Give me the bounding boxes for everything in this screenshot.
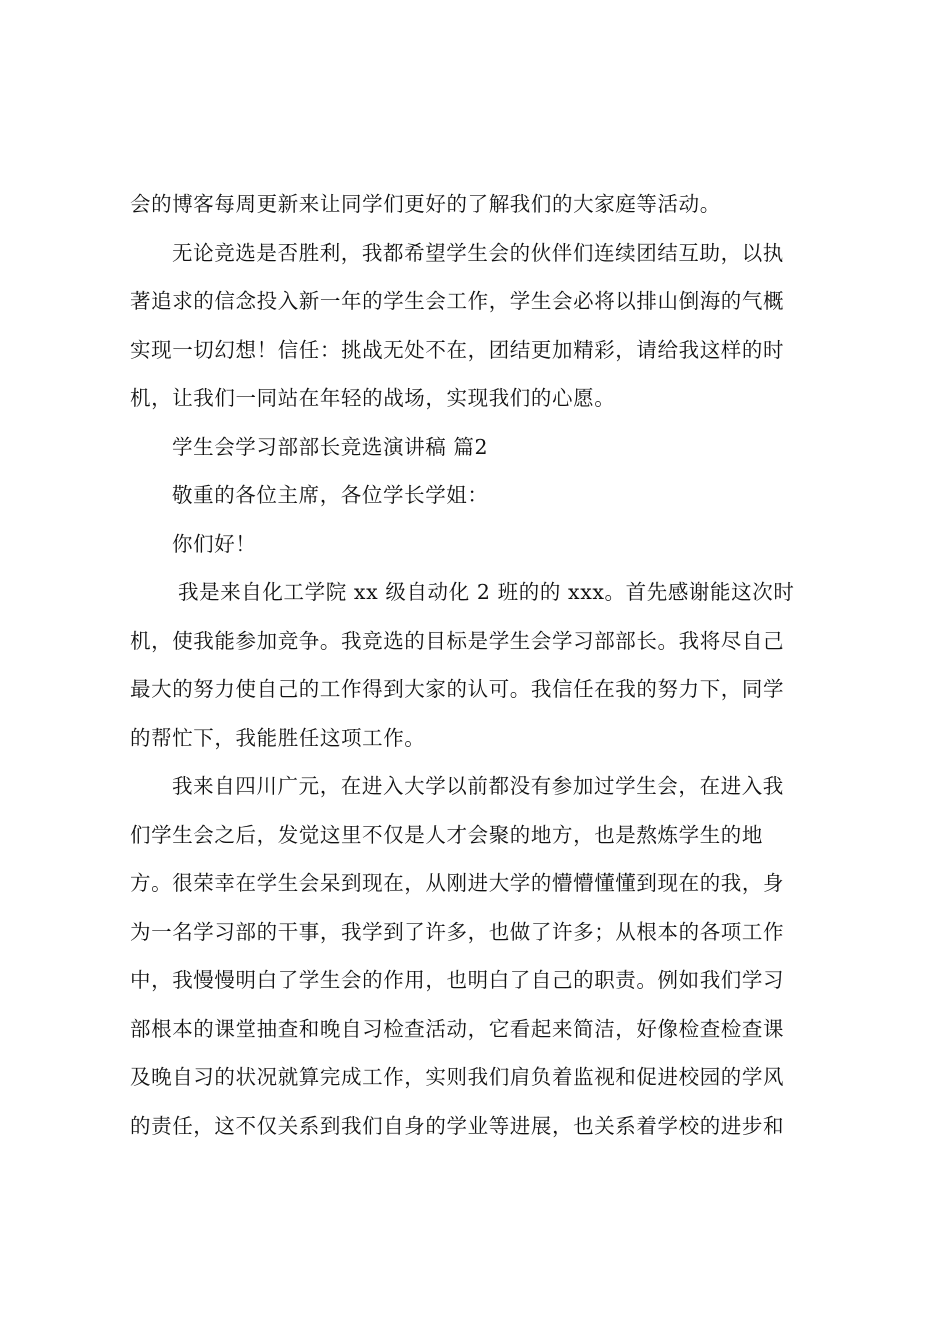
- text-line: 著追求的信念投入新一年的学生会工作，学生会必将以排山倒海的气概: [130, 289, 785, 313]
- text-line: 最大的努力使自己的工作得到大家的认可。我信任在我的努力下，同学: [130, 677, 785, 701]
- text-line: 方。很荣幸在学生会呆到现在，从刚进大学的懵懵懂懂到现在的我，身: [130, 871, 785, 895]
- document-body: [130, 180, 830, 1150]
- text-line: 实现一切幻想！信任：挑战无处不在，团结更加精彩，请给我这样的时: [130, 337, 785, 362]
- text-line: 我来自四川广元，在进入大学以前都没有参加过学生会，在进入我: [172, 774, 784, 798]
- text-line: 为一名学习部的干事，我学到了许多，也做了许多；从根本的各项工作: [130, 919, 785, 944]
- greeting: 你们好！: [172, 531, 257, 556]
- salutation: 敬重的各位主席，各位学长学姐：: [172, 483, 489, 507]
- text-line: 的责任，这不仅关系到我们自身的学业等进展，也关系着学校的进步和: [130, 1113, 785, 1138]
- text-line: 会的博客每周更新来让同学们更好的了解我们的大家庭等活动。: [130, 192, 721, 216]
- text-line: 机，使我能参加竞争。我竞选的目标是学生会学习部部长。我将尽自己: [130, 628, 785, 653]
- text-line: 无论竞选是否胜利，我都希望学生会的伙伴们连续团结互助，以执: [172, 240, 784, 265]
- text-line: 机，让我们一同站在年轻的战场，实现我们的心愿。: [130, 386, 616, 410]
- text-line: 的帮忙下，我能胜任这项工作。: [130, 725, 426, 750]
- text-line: 部根本的课堂抽查和晚自习检查活动，它看起来简洁，好像检查检查课: [130, 1016, 785, 1041]
- text-line: 们学生会之后，发觉这里不仅是人才会聚的地方，也是熬炼学生的地: [130, 822, 763, 847]
- section-heading: 学生会学习部部长竞选演讲稿 篇2: [172, 434, 489, 459]
- text-line: 我是来自化工学院 xx 级自动化 2 班的的 xxx。首先感谢能这次时: [178, 580, 795, 604]
- text-line: 及晚自习的状况就算完成工作，实则我们肩负着监视和促进校园的学风: [130, 1065, 785, 1089]
- text-line: 中，我慢慢明白了学生会的作用，也明白了自己的职责。例如我们学习: [130, 968, 785, 992]
